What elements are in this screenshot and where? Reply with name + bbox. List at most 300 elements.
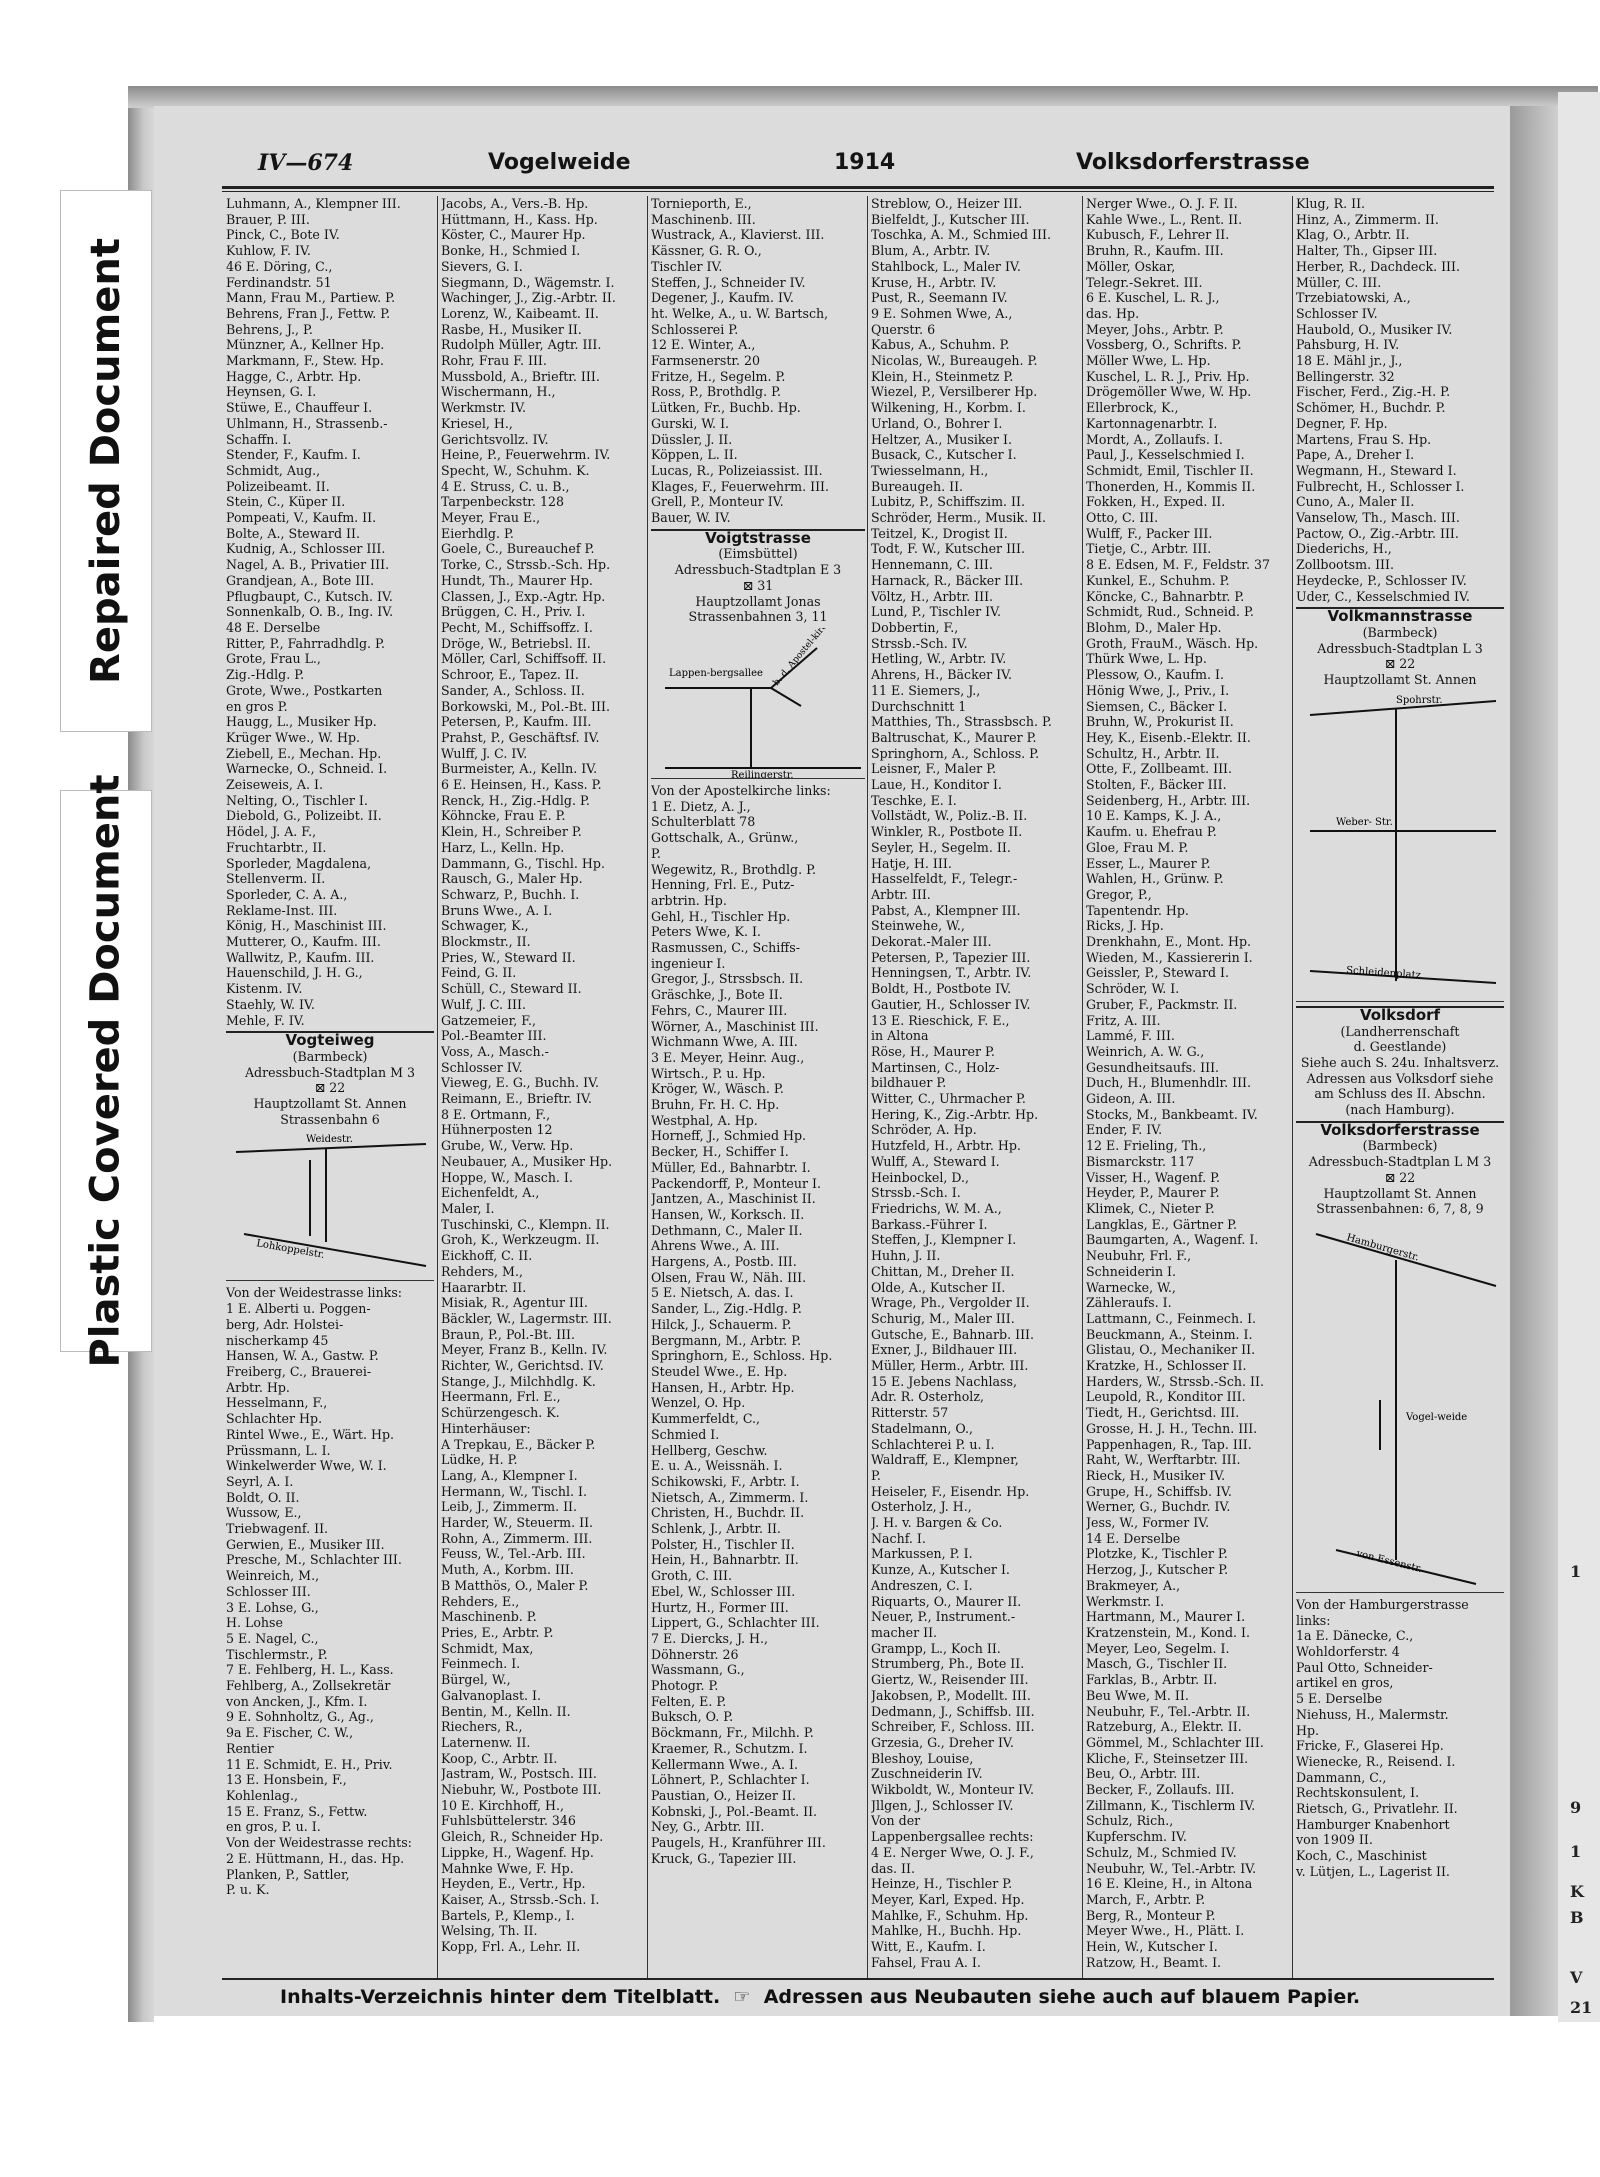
directory-entry: 12 E. Frieling, Th., [1086,1138,1207,1154]
directory-entry: Osterholz, J. H., [871,1499,972,1515]
directory-entry: Friedrichs, W. M. A., [871,1201,1002,1216]
section-title: Vogteiweg [285,1031,375,1050]
directory-entry: Stange, J., Milchhdlg. K. [441,1373,596,1389]
directory-entry: Arbtr. III. [871,886,931,902]
directory-entry: Schaffn. I. [226,431,292,447]
directory-entry: Fritze, H., Segelm. P. [651,368,786,384]
directory-entry: Kuschel, L. R. J., Priv. Hp. [1086,368,1250,384]
directory-entry: Rehders, M., [441,1263,523,1279]
directory-entry: Hesselmann, F., [226,1395,328,1411]
directory-entry: Neubuhr, W., Tel.-Arbtr. IV. [1086,1860,1257,1876]
directory-entry: Schmidt, Rud., Schneid. P. [1086,604,1254,620]
directory-entry: Hp. [1296,1722,1320,1738]
directory-entry: Matthies, Th., Strassbsch. P. [871,714,1052,730]
directory-entry: Gesundheitsaufs. III. [1086,1059,1220,1075]
street-map-drawing [226,1130,434,1280]
directory-entry: Jacobs, A., Vers.-B. Hp. [441,196,589,211]
directory-entry: Winkelwerder Wwe, W. I. [226,1458,387,1474]
directory-entry: Twiesselmann, H., [871,462,989,478]
directory-entry: Kummerfeldt, C., [651,1411,761,1427]
directory-entry: B Matthös, O., Maler P. [441,1577,589,1593]
directory-entry: Kraemer, R., Schutzm. I. [651,1740,808,1756]
directory-entry: Hasselfeldt, F., Telegr.- [871,871,1018,887]
directory-entry: ht. Welke, A., u. W. Bartsch, [651,305,829,321]
directory-entry: Pahsburg, H. IV. [1296,337,1400,353]
directory-entry: Nelting, O., Tischler I. [226,792,368,808]
directory-entry: Waldraff, E., Klempner, [871,1452,1019,1468]
directory-entry: Haubold, O., Musiker IV. [1296,321,1453,337]
directory-entry: Chittan, M., Dreher II. [871,1263,1015,1279]
directory-entry: Specht, W., Schuhm. K. [441,462,590,478]
directory-entry: Rasbe, H., Musiker II. [441,321,582,337]
directory-entry: Seidenberg, H., Arbtr. III. [1086,792,1251,808]
directory-entry: Zillmann, K., Tischlerm IV. [1086,1797,1256,1813]
directory-entry: Döhnerstr. 26 [651,1646,739,1662]
directory-entry: Heydecke, P., Schlosser IV. [1296,572,1467,588]
directory-entry: Wegewitz, R., Brothdlg. P. [651,861,816,877]
directory-entry: Schlosser III. [226,1583,311,1599]
directory-entry: Kaufm. u. Ehefrau P. [1086,824,1217,840]
directory-entry: Ender, F. IV. [1086,1122,1163,1138]
directory-entry: Strssb.-Sch. IV. [871,635,968,651]
directory-entry: Warnecke, W., [1086,1279,1176,1295]
directory-entry: Sporleder, Magdalena, [226,855,372,871]
directory-entry: Hering, K., Zig.-Arbtr. Hp. [871,1106,1039,1122]
directory-entry: Lattmann, C., Feinmech. I. [1086,1310,1257,1326]
directory-entry: Kratzke, H., Schlosser II. [1086,1358,1247,1374]
directory-entry: Kunze, A., Kutscher I. [871,1562,1010,1578]
directory-entry: Stocks, M., Bankbeamt. IV. [1086,1106,1258,1122]
directory-entry: Zig.-Hdlg. P. [226,667,305,683]
directory-entry: Pactow, O., Zig.-Arbtr. III. [1296,525,1459,541]
directory-entry: Raht, W., Werftarbtr. III. [1086,1452,1241,1468]
map-street-label: Hamburgerstr. [1345,1232,1421,1264]
directory-entry: Möller Wwe, L. Hp. [1086,353,1211,369]
directory-entry: Beu, O., Arbtr. III. [1086,1766,1201,1782]
directory-entry: Henningsen, T., Arbtr. IV. [871,965,1032,981]
directory-entry: Schlenk, J., Arbtr. II. [651,1521,781,1537]
directory-entry: Grell, P., Monteur IV. [651,494,784,510]
directory-entry: Schlachter Hp. [226,1411,323,1427]
directory-entry: 48 E. Derselbe [226,619,321,635]
header-rule [222,191,1494,192]
pointing-hand-icon: ☞ [726,1986,758,2008]
next-page-fragment: 1 [1570,1562,1582,1581]
directory-entry: Bentin, M., Kelln. II. [441,1703,571,1719]
directory-entry: Brüggen, C. H., Priv. I. [441,604,586,620]
directory-entry: Kohlenlag., [226,1787,298,1803]
street-map-drawing [651,628,865,778]
section-title: Volksdorf [1359,1005,1441,1024]
directory-entry: Ritterstr. 57 [871,1405,949,1421]
directory-entry: Wieden, M., Kassiererin I. [1086,949,1253,965]
directory-entry: P. u. K. [226,1882,270,1898]
next-page-fragment: B [1570,1908,1584,1927]
directory-entry: Laternenw. II. [441,1734,531,1750]
directory-entry: Bureaugeh. II. [871,478,964,494]
directory-entry: Hamburger Knabenhort [1296,1816,1450,1832]
directory-entry: Ebel, W., Schlosser III. [651,1583,796,1599]
directory-entry: Von der Weidestrasse links: [226,1285,403,1301]
map-street-label: Spohrstr. [1396,694,1443,706]
directory-entry: Farmsenerstr. 20 [651,353,761,369]
directory-entry: Laue, H., Konditor I. [871,777,1002,793]
street-map [1296,1220,1504,1593]
directory-entry: Neubauer, A., Musiker Hp. [441,1153,613,1169]
directory-entry: Fritz, A. III. [1086,1012,1161,1028]
directory-entry: Giertz, W., Reisender III. [871,1672,1029,1688]
directory-entry: Leib, J., Zimmerm. II. [441,1499,578,1515]
directory-entry: Wulff, F., Packer III. [1086,525,1213,541]
directory-entry: Köncke, C., Bahnarbtr. P. [1086,588,1245,604]
directory-entry: Bismarckstr. 117 [1086,1153,1195,1169]
directory-entry: Stellenverm. II. [226,871,326,887]
directory-entry: Fehlberg, A., Zollsekretär [226,1678,391,1694]
directory-entry: Richter, W., Gerichtsd. IV. [441,1358,604,1374]
directory-entry: Behrens, J., P. [226,321,313,337]
directory-entry: Steinwehe, W., [871,918,965,934]
section-note: am Schluss des II. Abschn. [1314,1086,1486,1102]
directory-entry: Steffen, J., Klempner I. [871,1232,1017,1248]
directory-entry: Neuer, P., Instrument.- [871,1609,1016,1625]
column-divider [1082,196,1083,1978]
directory-entry: Cuno, A., Maler II. [1296,494,1415,510]
directory-entry: Schröder, Herm., Musik. II. [871,510,1047,526]
directory-entry: Wienecke, R., Reisend. I. [1296,1753,1456,1769]
directory-entry: Heyder, P., Maurer P. [1086,1185,1220,1201]
directory-entry: Eichenfeldt, A., [441,1185,540,1201]
directory-entry: Tietje, C., Arbtr. III. [1086,541,1212,557]
directory-entry: Schurig, M., Maler III. [871,1310,1015,1326]
directory-entry: Heinbockel, D., [871,1169,970,1185]
directory-entry: Heynsen, G. I. [226,384,317,400]
directory-entry: Seyler, H., Segelm. II. [871,839,1011,855]
directory-entry: Kruse, H., Arbtr. IV. [871,274,997,290]
directory-entry: Drenkhahn, E., Mont. Hp. [1086,934,1252,950]
directory-entry: Packendorff, P., Monteur I. [651,1175,821,1191]
directory-entry: 9a E. Fischer, C. W., [226,1725,354,1741]
directory-entry: Ney, G., Arbtr. III. [651,1819,765,1835]
next-page-edge [1558,92,1600,2022]
directory-entry: 10 E. Kamps, K. J. A., [1086,808,1222,824]
directory-entry: Stüwe, E., Chauffeur I. [226,400,373,416]
directory-entry: Gerichtsvollz. IV. [441,431,549,447]
directory-entry: Zollbootsm. III. [1296,557,1395,573]
directory-entry: 15 E. Franz, S., Fettw. [226,1803,368,1819]
directory-entry: Pecht, M., Schiffsoffz. I. [441,619,593,635]
directory-entry: Rietsch, G., Privatlehr. II. [1296,1801,1458,1817]
directory-entry: Wenzel, O. Hp. [651,1395,746,1411]
directory-entry: Glistau, O., Mechaniker II. [1086,1342,1256,1358]
directory-entry: Lang, A., Klempner I. [441,1467,578,1483]
directory-entry: Andreszen, C. I. [871,1577,973,1593]
directory-entry: Wulf, J. C. III. [441,996,526,1012]
section-tram: Strassenbahn 6 [280,1111,380,1127]
directory-entry: Feind, G. II. [441,965,517,981]
directory-entry: Schmied I. [651,1426,720,1442]
directory-entry: Stolten, F., Bäcker III. [1086,777,1227,793]
directory-entry: Photogr. P. [651,1678,719,1694]
directory-entry: 3 E. Lohse, G., [226,1599,319,1615]
section-postal-district: ⊠ 22 [314,1080,346,1096]
directory-entry: Mahlke, F., Schuhm. Hp. [871,1907,1029,1923]
directory-entry: Ferdinandstr. 51 [226,274,332,290]
directory-entry: 6 E. Kuschel, L. R. J., [1086,290,1220,306]
map-street-label: b. d. Apostel-kirche [771,627,837,688]
directory-entry: Blohm, D., Maler Hp. [1086,619,1222,635]
section-postal-district: ⊠ 31 [742,577,774,593]
directory-entry: Gideon, A. III. [1086,1091,1176,1107]
directory-entry: Bleshoy, Louise, [871,1750,974,1766]
directory-entry: Dobbertin, F., [871,619,959,635]
directory-entry: Boldt, O. II. [226,1489,300,1505]
directory-entry: March, F., Arbtr. P. [1086,1891,1206,1907]
directory-entry: Wegmann, H., Steward I. [1296,462,1457,478]
directory-entry: Busack, C., Kutscher I. [871,447,1017,463]
directory-entry: Boldt, H., Postbote IV. [871,981,1012,997]
directory-entry: Hinz, A., Zimmerm. II. [1296,211,1439,227]
directory-entry: 13 E. Rieschick, F. E., [871,1012,1010,1028]
directory-entry: Pol.-Beamter III. [441,1028,547,1044]
directory-entry: Triebwagenf. II. [226,1521,329,1537]
directory-entry: Meyer, Frau E., [441,510,541,526]
directory-entry: Kubusch, F., Lehrer II. [1086,227,1230,243]
directory-entry: Völtz, H., Arbtr. III. [871,588,994,604]
directory-entry: Müller, Ed., Bahnarbtr. I. [651,1159,811,1175]
directory-entry: Kellermann Wwe., A. I. [651,1756,798,1772]
directory-entry: Tornieporth, E., [651,196,752,211]
directory-entry: Gottschalk, A., Grünw., [651,830,799,846]
directory-entry: Schulz, Rich., [1086,1813,1174,1829]
directory-entry: Becker, H., Schiffer I. [651,1144,789,1160]
directory-entry: Pries, W., Steward II. [441,949,576,965]
section-title: Volksdorferstrasse [1320,1120,1480,1139]
directory-entry: Pabst, A., Klempner III. [871,902,1021,918]
directory-entry: Dedmann, J., Schiffsb. III. [871,1703,1035,1719]
directory-entry: Schmidt, Aug., [226,462,321,478]
directory-entry: Wörner, A., Maschinist III. [651,1018,819,1034]
directory-entry: en gros, P. u. I. [226,1819,321,1835]
directory-entry: H. Lohse [226,1615,283,1631]
directory-entry: Schwager, K., [441,918,529,934]
directory-entry: Pust, R., Seemann IV. [871,290,1008,306]
directory-entry: von Ancken, J., Kfm. I. [226,1693,368,1709]
directory-entry: Ricks, J. Hp. [1086,918,1164,934]
directory-entry: Kaiser, A., Strssb.-Sch. I. [441,1891,600,1907]
section-postal-district: ⊠ 22 [1384,656,1416,672]
directory-entry: Weinrich, A. W. G., [1086,1043,1205,1059]
directory-entry: Adr. R. Osterholz, [871,1389,984,1405]
directory-entry: Tarpenbeckstr. 128 [441,494,564,510]
directory-entry: Lucas, R., Polizeiassist. III. [651,462,823,478]
directory-entry: Gautier, H., Schlosser IV. [871,996,1031,1012]
directory-entry: Geissler, P., Steward I. [1086,965,1230,981]
directory-entry: Maler, I. [441,1201,495,1216]
directory-entry: Strumberg, Ph., Bote II. [871,1656,1025,1672]
directory-entry: Niebuhr, W., Postbote III. [441,1782,602,1798]
directory-entry: Wrage, Ph., Vergolder II. [871,1295,1030,1311]
column-divider [1292,196,1293,1978]
directory-entry: Hatje, H. III. [871,855,952,871]
directory-entry: Wachinger, J., Zig.-Arbtr. II. [441,290,616,306]
directory-entry: Thürk Wwe, L. Hp. [1086,651,1207,667]
directory-entry: Paul Otto, Schneider- [1296,1659,1433,1675]
directory-entry: Buksch, O. P. [651,1709,734,1725]
directory-entry: Sonnenkalb, O. B., Ing. IV. [226,604,394,620]
next-page-fragment: 21 [1570,1998,1593,2017]
directory-entry: 14 E. Derselbe [1086,1530,1181,1546]
volksdorf-section [1296,1006,1504,1118]
section-district: (Eimsbüttel) [718,546,798,562]
directory-entry: Meyer Wwe., H., Plätt. I. [1086,1923,1245,1939]
directory-entry: Ahrens Wwe., A. III. [651,1238,780,1254]
directory-entry: Wulff, A., Steward I. [871,1153,1000,1169]
directory-entry: Brakmeyer, A., [1086,1577,1181,1593]
directory-entry: 11 E. Schmidt, E. H., Priv. [226,1756,393,1772]
directory-entry: Bäckler, W., Lagermstr. III. [441,1310,612,1326]
section-title: Volkmannstrasse [1327,607,1473,626]
directory-entry: Sander, L., Zig.-Hdlg. P. [651,1301,802,1317]
section-district: (Barmbeck) [1362,1138,1438,1154]
directory-entry: Tischler IV. [651,258,723,274]
directory-entry: Mehle, F. IV. [226,1012,305,1028]
directory-entry: Jakobsen, P., Modellt. III. [871,1687,1031,1703]
directory-entry: Hein, H., Bahnarbtr. II. [651,1552,799,1568]
directory-entry: Pappenhagen, R., Tap. III. [1086,1436,1252,1452]
map-street-label: Weidestr. [306,1134,353,1146]
directory-entry: Haugg, L., Musiker Hp. [226,714,377,730]
directory-entry: Heiseler, F., Eisendr. Hp. [871,1483,1030,1499]
directory-entry: Vossberg, O., Schrifts. P. [1086,337,1242,353]
section-district: (Landherrenschaft [1340,1023,1460,1039]
directory-entry: Drögemöller Wwe, W. Hp. [1086,384,1252,400]
directory-entry: Diebold, G., Polizeibt. II. [226,808,382,824]
repaired-document-text: Repaired Document [83,238,129,684]
directory-entry: Paul, J., Kesselschmied I. [1086,447,1245,463]
directory-entry: Bolte, A., Steward II. [226,525,360,541]
directory-entry: Wassmann, G., [651,1662,745,1678]
directory-entry: Thonerden, H., Kommis II. [1086,478,1256,494]
section-district: (Barmbeck) [1362,624,1438,640]
directory-entry: Steudel Wwe., E. Hp. [651,1364,788,1379]
directory-entry: Fruchtarbtr., II. [226,839,327,855]
directory-entry: Presche, M., Schlachter III. [226,1552,402,1568]
directory-entry: Urland, O., Bohrer I. [871,415,1003,431]
directory-entry: Klug, R. II. [1296,196,1366,211]
directory-entry: Werkmstr. I. [1086,1593,1165,1609]
directory-entry: Bielfeldt, J., Kutscher III. [871,211,1030,227]
directory-entry: 7 E. Fehlberg, H. L., Kass. [226,1662,394,1678]
directory-entry: links: [1296,1612,1331,1628]
directory-entry: Borkowski, M., Pol.-Bt. III. [441,698,610,714]
directory-entry: Fischer, Ferd., Zig.-H. P. [1296,384,1451,400]
directory-entry: Winkler, R., Postbote II. [871,824,1023,840]
directory-entry: Kartonnagenarbtr. I. [1086,415,1218,431]
directory-entry: Hein, W., Kutscher I. [1086,1939,1218,1955]
directory-entry: Wichmann Wwe, A. III. [651,1034,798,1050]
directory-entry: Kunkel, E., Schuhm. P. [1086,572,1230,588]
directory-entry: Von der Hamburgerstrasse [1296,1596,1469,1612]
directory-entry: Huhn, J. II. [871,1248,941,1264]
directory-entry: Schmidt, Max, [441,1640,534,1656]
directory-entry: artikel en gros, [1296,1675,1394,1691]
directory-entry: Sievers, G. I. [441,258,523,274]
directory-entry: Kratzenstein, M., Kond. I. [1086,1624,1251,1640]
footer [280,1986,1360,2008]
directory-entry: Zeiseweis, A. I. [226,777,323,793]
directory-entry: Jastram, W., Postsch. III. [441,1766,597,1782]
directory-entry: Misiak, R., Agentur III. [441,1295,588,1311]
footer-newbuild-note: Adressen aus Neubauten siehe auch auf blauem Papier. [763,1986,1361,2008]
directory-entry: Werner, G., Buchdr. IV. [1086,1499,1231,1515]
directory-entry: Mordt, A., Zollaufs. I. [1086,431,1223,447]
directory-entry: Bartels, P., Klemp., I. [441,1907,575,1923]
directory-entry: Blum, A., Arbtr. IV. [871,243,991,259]
directory-entry: Stahlbock, L., Maler IV. [871,258,1021,274]
directory-entry: Schröder, W. I. [1086,981,1180,997]
directory-entry: 12 E. Winter, A., [651,337,756,353]
column-6-entries [1296,196,1504,604]
directory-entry: J. H. v. Bargen & Co. [871,1515,1003,1531]
section-note: Siehe auch S. 24u. Inhaltsverz. [1300,1054,1500,1070]
directory-entry: Herber, R., Dachdeck. III. [1296,258,1461,274]
directory-entry: Gömmel, M., Schlachter III. [1086,1734,1264,1750]
directory-entry: Strssb.-Sch. I. [871,1185,961,1201]
directory-entry: Grandjean, A., Bote III. [226,572,375,588]
directory-entry: Schlachterei P. u. I. [871,1436,995,1452]
directory-entry: Schwarz, P., Buchh. I. [441,886,580,902]
directory-entry: Maschinenb. P. [441,1609,537,1625]
directory-entry: Jess, W., Former IV. [1086,1515,1210,1531]
directory-entry: Rohn, A., Zimmerm. III. [441,1530,593,1546]
directory-entry: Luhmann, A., Klempner III. [226,196,401,211]
section-tram: Strassenbahnen: 6, 7, 8, 9 [1316,1201,1484,1217]
directory-entry: Farklas, B., Arbtr. II. [1086,1672,1218,1688]
directory-entry: Otto, C. III. [1086,510,1159,526]
directory-entry: Otte, F., Zollbeamt. III. [1086,761,1233,777]
directory-entry: Rintel Wwe., E., Wärt. Hp. [226,1426,395,1442]
directory-entry: Von der [871,1813,921,1829]
directory-entry: Kopp, Frl. A., Lehr. II. [441,1939,581,1955]
directory-entry: Prahst, P., Geschäftsf. IV. [441,729,600,745]
directory-entry: Tiedt, H., Gerichtsd. III. [1086,1405,1240,1421]
directory-entry: Möller, Oskar, [1086,258,1176,274]
directory-entry: Hauenschild, J. H. G., [226,965,363,981]
section-tram: Strassenbahnen 3, 11 [688,609,828,625]
directory-entry: Plessow, O., Kaufm. I. [1086,667,1224,683]
directory-entry: Klimek, C., Nieter P. [1086,1201,1215,1216]
directory-entry: Wulff, J. C. IV. [441,745,528,761]
directory-entry: 5 E. Nietsch, A. das. I. [651,1285,794,1301]
directory-entry: Durchschnitt 1 [871,698,967,714]
directory-entry: Lüdke, H. P. [441,1452,518,1468]
directory-entry: Weinreich, M., [226,1568,320,1584]
directory-entry: Nagel, A. B., Privatier III. [226,557,390,573]
directory-entry: Hoppe, W., Masch. I. [441,1169,573,1185]
directory-entry: Visser, H., Wagenf. P. [1086,1169,1221,1185]
directory-entry: Rausch, G., Maler Hp. [441,871,583,887]
directory-entry: Gerwien, E., Musiker III. [226,1536,385,1552]
directory-entry: 2 E. Hüttmann, H., das. Hp. [226,1850,405,1866]
directory-entry: Baumgarten, A., Wagenf. I. [1086,1232,1259,1248]
directory-entry: 5 E. Derselbe [1296,1691,1383,1707]
column-6-entries-after [1296,1597,1504,1880]
voigtstrasse-section [651,529,865,779]
section-customs: Hauptzollamt St. Annen [1323,1185,1477,1201]
directory-entry: Pompeati, V., Kaufm. II. [226,510,377,526]
directory-entry: Wustrack, A., Klavierst. III. [651,227,825,243]
directory-entry: Kliche, F., Steinsetzer III. [1086,1750,1249,1766]
